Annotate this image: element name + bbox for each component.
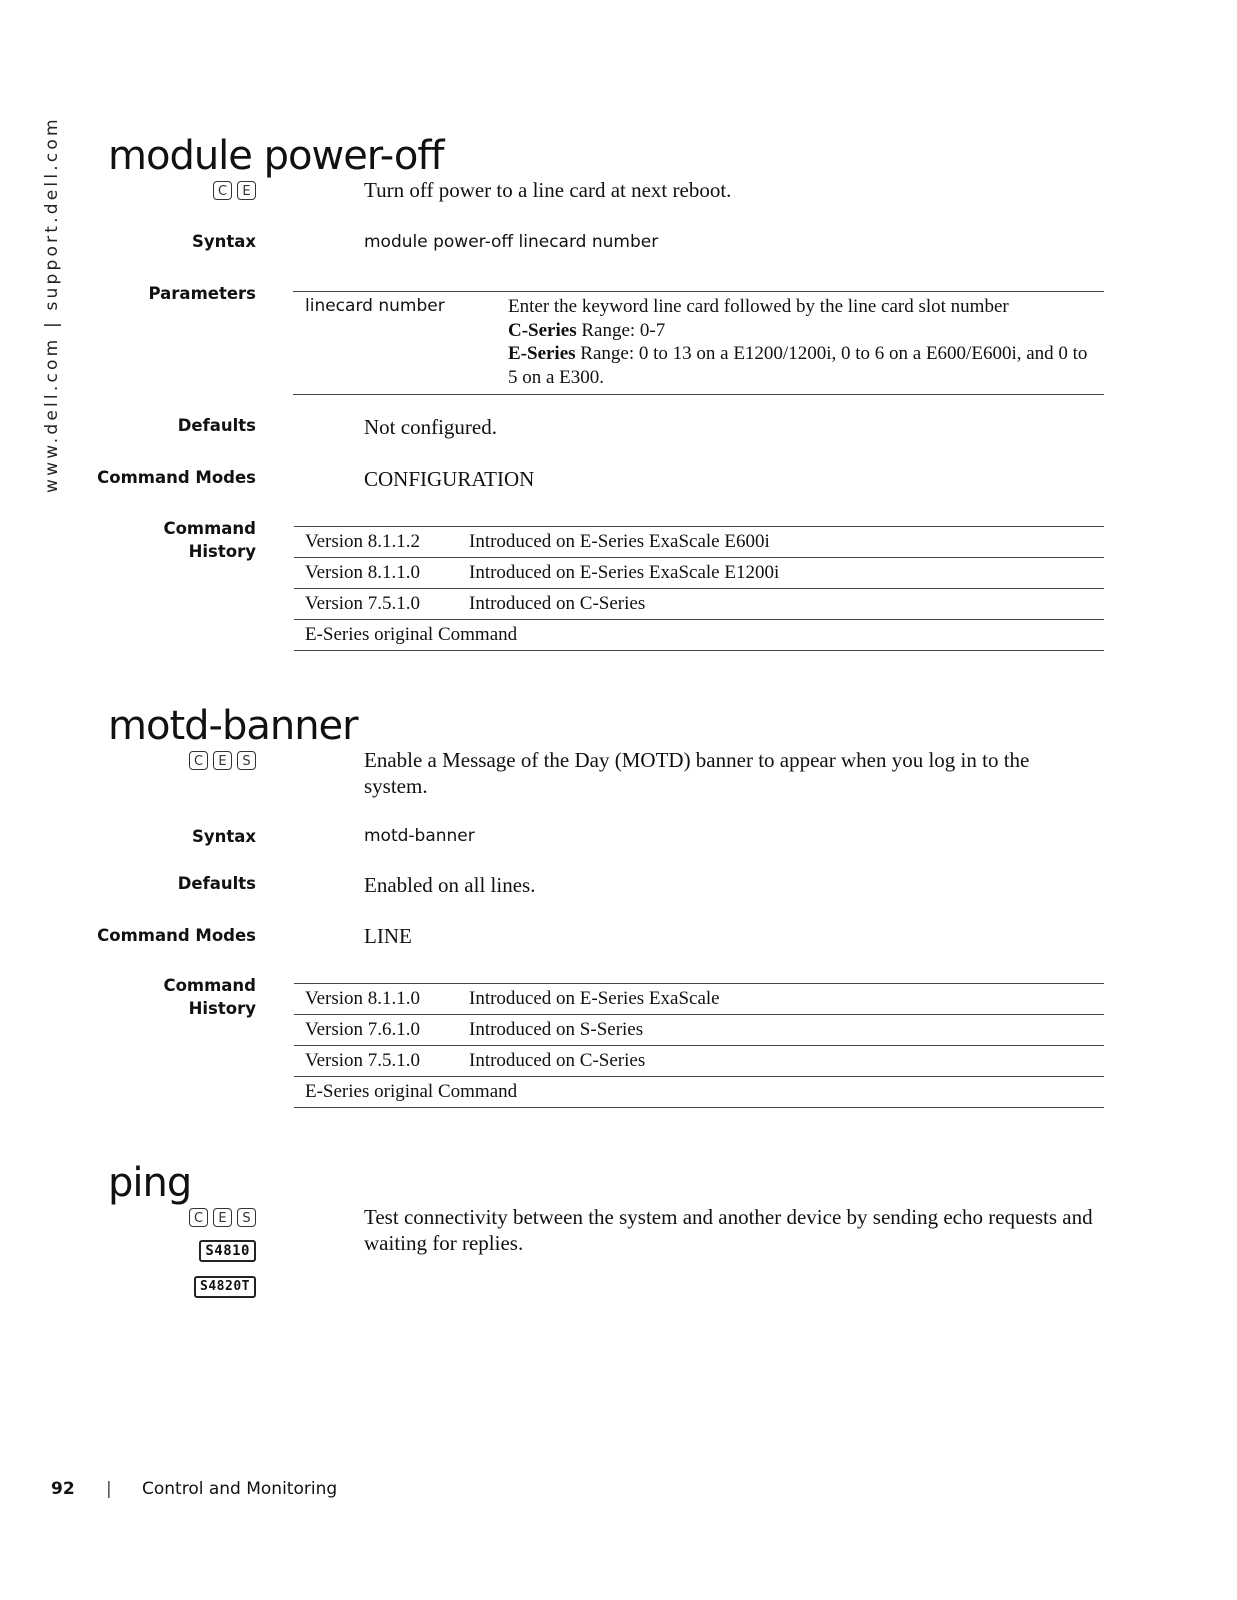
platform-c-badge: C <box>213 181 232 200</box>
command-history-label <box>163 974 256 1020</box>
c-series-range: Range: 0-7 <box>576 319 666 341</box>
history-version: Version 8.1.1.0 <box>294 558 458 589</box>
defaults-text: Enabled on all lines. <box>364 873 536 897</box>
defaults-label: Defaults <box>177 416 256 435</box>
defaults-text: Not configured. <box>364 415 497 439</box>
table-row <box>294 589 1104 620</box>
side-url: www.dell.com | support.dell.com <box>42 116 62 493</box>
command-description: Enable a Message of the Day (MOTD) banner to appear when you log in to the system. <box>364 748 1030 798</box>
e-series-label: E-Series <box>508 343 576 364</box>
history-description: Introduced on S-Series <box>458 1015 1104 1046</box>
history-description: Introduced on E-Series ExaScale E600i <box>458 527 1104 558</box>
syntax-label: Syntax <box>191 232 256 251</box>
command-history-label-line1: Command <box>163 519 256 538</box>
history-description: Introduced on C-Series <box>458 589 1104 620</box>
platform-badges <box>189 751 256 770</box>
model-s4810-badge: S4810 <box>199 1240 256 1262</box>
history-version: Version 8.1.1.2 <box>294 527 458 558</box>
model-s4820t-badge: S4820T <box>194 1276 256 1298</box>
table-row <box>294 620 1104 651</box>
syntax-text: motd-banner <box>364 826 475 846</box>
e-series-range: Range: 0 to 13 on a E1200/1200i, 0 to 6 on a E600/E600i, and 0 to 5 on a E300. <box>508 343 1088 388</box>
command-modes-text: LINE <box>364 924 412 948</box>
command-history-table <box>294 526 1104 651</box>
history-description: Introduced on E-Series ExaScale <box>458 984 1104 1015</box>
defaults-label: Defaults <box>177 874 256 893</box>
section-title-motd-banner: motd-banner <box>108 703 358 749</box>
chapter-title: Control and Monitoring <box>142 1479 338 1499</box>
table-row <box>294 1046 1104 1077</box>
command-modes-text: CONFIGURATION <box>364 467 535 491</box>
platform-s-badge: S <box>237 1208 256 1227</box>
history-version: Version 8.1.1.0 <box>294 984 458 1015</box>
parameters-label: Parameters <box>148 284 256 303</box>
command-history-label-line2: History <box>188 542 256 561</box>
command-history-label-line2: History <box>188 999 256 1018</box>
platform-badges <box>213 181 256 200</box>
section-title-ping: ping <box>108 1160 192 1206</box>
history-footer: E-Series original Command <box>294 1077 1104 1108</box>
param-name: linecard number <box>305 296 445 316</box>
param-description <box>508 295 1098 389</box>
platform-e-badge: E <box>213 1208 232 1227</box>
history-version: Version 7.6.1.0 <box>294 1015 458 1046</box>
table-row <box>294 558 1104 589</box>
command-modes-label: Command Modes <box>97 926 256 945</box>
syntax-text: module power-off linecard number <box>364 232 659 252</box>
command-description: Test connectivity between the system and another device by sending echo requests and waiting for replies. <box>364 1205 1093 1255</box>
param-desc-line1: Enter the keyword line card followed by the line card slot number <box>508 296 1009 317</box>
table-row <box>294 1077 1104 1108</box>
history-version: Version 7.5.1.0 <box>294 1046 458 1077</box>
history-footer: E-Series original Command <box>294 620 1104 651</box>
platform-c-badge: C <box>189 1208 208 1227</box>
command-description: Turn off power to a line card at next reboot. <box>364 178 732 202</box>
platform-e-badge: E <box>237 181 256 200</box>
command-history-label-line1: Command <box>163 976 256 995</box>
history-version: Version 7.5.1.0 <box>294 589 458 620</box>
platform-c-badge: C <box>189 751 208 770</box>
command-history-table <box>294 983 1104 1108</box>
footer-separator: | <box>106 1479 112 1499</box>
syntax-label: Syntax <box>191 827 256 846</box>
history-description: Introduced on C-Series <box>458 1046 1104 1077</box>
command-modes-label: Command Modes <box>97 468 256 487</box>
platform-e-badge: E <box>213 751 232 770</box>
platform-badges <box>189 1208 256 1227</box>
section-title-module-power-off: module power-off <box>108 133 444 179</box>
platform-s-badge: S <box>237 751 256 770</box>
command-history-label <box>163 517 256 563</box>
page-number: 92 <box>51 1479 75 1499</box>
table-row <box>294 1015 1104 1046</box>
history-description: Introduced on E-Series ExaScale E1200i <box>458 558 1104 589</box>
table-row <box>294 527 1104 558</box>
table-row <box>294 984 1104 1015</box>
parameters-table <box>293 291 1104 395</box>
c-series-label: C-Series <box>508 319 577 341</box>
